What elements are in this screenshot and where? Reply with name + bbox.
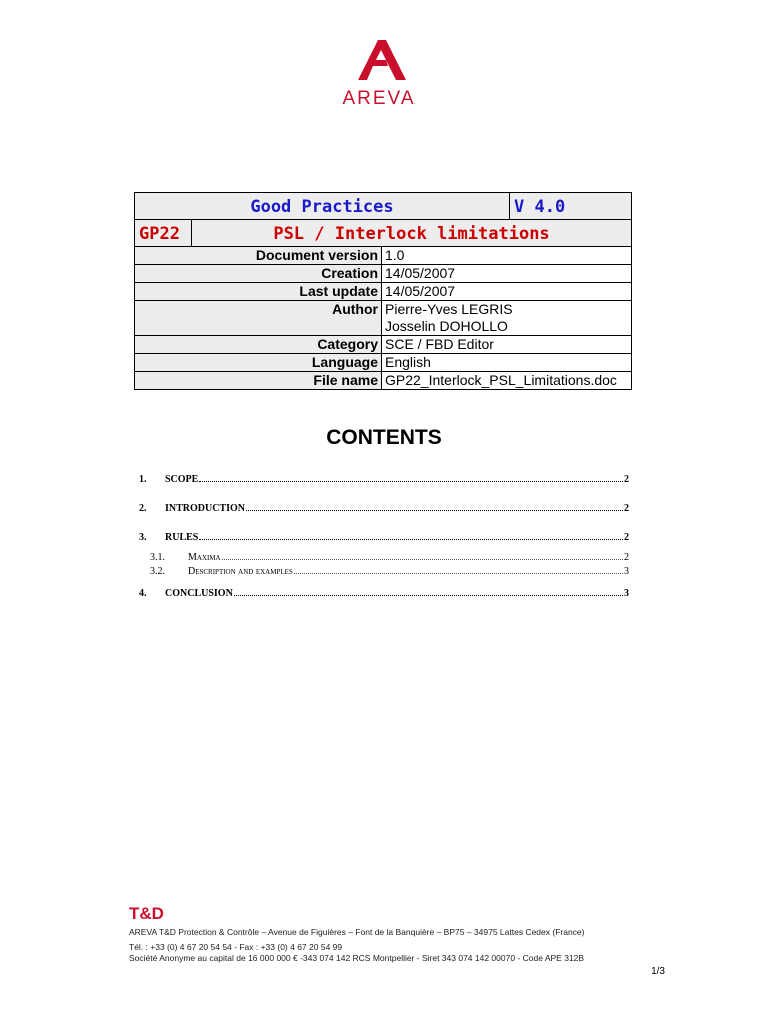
- meta-row-last-update: [135, 283, 632, 301]
- meta-row-file-name: [135, 372, 632, 390]
- metadata-table: [134, 246, 632, 390]
- toc-number: 3.: [139, 532, 147, 543]
- meta-value: SCE / FBD Editor: [382, 336, 632, 354]
- toc-page: 2: [624, 474, 629, 485]
- toc-leader: [199, 539, 623, 540]
- meta-value: 14/05/2007: [382, 283, 632, 301]
- doc-series-title: Good Practices: [135, 193, 510, 221]
- meta-value: 1.0: [382, 247, 632, 265]
- toc-title: INTRODUCTION: [165, 503, 246, 514]
- toc-title: Description and examples: [188, 566, 293, 577]
- toc-page: 2: [624, 552, 629, 563]
- toc-title: RULES: [165, 532, 199, 543]
- meta-label: File name: [135, 372, 382, 390]
- meta-label: Document version: [135, 247, 382, 265]
- meta-value: 14/05/2007: [382, 265, 632, 283]
- author-name: Pierre-Yves LEGRIS: [385, 301, 513, 317]
- meta-label: Last update: [135, 283, 382, 301]
- meta-label: Category: [135, 336, 382, 354]
- footer-legal: Société Anonyme au capital de 16 000 000 € -343 074 142 RCS Montpellier - Siret 343 074 142 00070 - Code APE 312B: [129, 953, 585, 963]
- toc-leader: [234, 595, 623, 596]
- meta-row-category: [135, 336, 632, 354]
- meta-label: Author: [135, 301, 382, 336]
- toc-page: 2: [624, 532, 629, 543]
- toc-subentry[interactable]: [139, 552, 629, 563]
- toc-page: 3: [624, 588, 629, 599]
- toc-page: 2: [624, 503, 629, 514]
- author-name: Josselin DOHOLLO: [385, 318, 508, 334]
- doc-series-version: V 4.0: [510, 193, 632, 221]
- logo-wordmark: AREVA: [342, 88, 416, 109]
- meta-row-author: [135, 301, 632, 336]
- toc-entry[interactable]: [139, 474, 629, 485]
- toc-leader: [294, 573, 623, 574]
- toc-leader: [222, 559, 623, 560]
- toc-number: 4.: [139, 588, 147, 599]
- toc-entry[interactable]: [139, 588, 629, 599]
- meta-label: Creation: [135, 265, 382, 283]
- subject-table: [134, 219, 632, 248]
- toc-title: Maxima: [188, 552, 221, 563]
- toc-number: 2.: [139, 503, 147, 514]
- footer-phone: Tél. : +33 (0) 4 67 20 54 54 - Fax : +33 (0) 4 67 20 54 99: [129, 942, 343, 952]
- toc-title: CONCLUSION: [165, 588, 233, 599]
- toc-number: 3.1.: [150, 552, 165, 563]
- areva-a-icon: [350, 40, 406, 84]
- toc-title: SCOPE: [165, 474, 199, 485]
- toc-leader: [199, 481, 623, 482]
- doc-code: GP22: [135, 220, 192, 248]
- page-number: 1/3: [651, 966, 665, 977]
- footer-address: AREVA T&D Protection & Contrôle – Avenue de Figuières – Font de la Banquière – BP75 – 34975 Lattes Cedex (France): [129, 927, 585, 937]
- footer-brand: T&D: [129, 904, 164, 923]
- meta-row-creation: [135, 265, 632, 283]
- toc-page: 3: [624, 566, 629, 577]
- doc-subject: PSL / Interlock limitations: [192, 220, 632, 248]
- toc-number: 1.: [139, 474, 147, 485]
- contents-heading: CONTENTS: [326, 426, 442, 449]
- toc-entry[interactable]: [139, 532, 629, 543]
- meta-label: Language: [135, 354, 382, 372]
- toc-entry[interactable]: [139, 503, 629, 514]
- meta-value: GP22_Interlock_PSL_Limitations.doc: [382, 372, 632, 390]
- meta-row-language: [135, 354, 632, 372]
- meta-value: English: [382, 354, 632, 372]
- title-table: [134, 192, 632, 221]
- toc-subentry[interactable]: [139, 566, 629, 577]
- meta-value: [382, 301, 632, 336]
- meta-row-document-version: [135, 247, 632, 265]
- toc-leader: [246, 510, 623, 511]
- toc-number: 3.2.: [150, 566, 165, 577]
- areva-logo: [320, 40, 438, 110]
